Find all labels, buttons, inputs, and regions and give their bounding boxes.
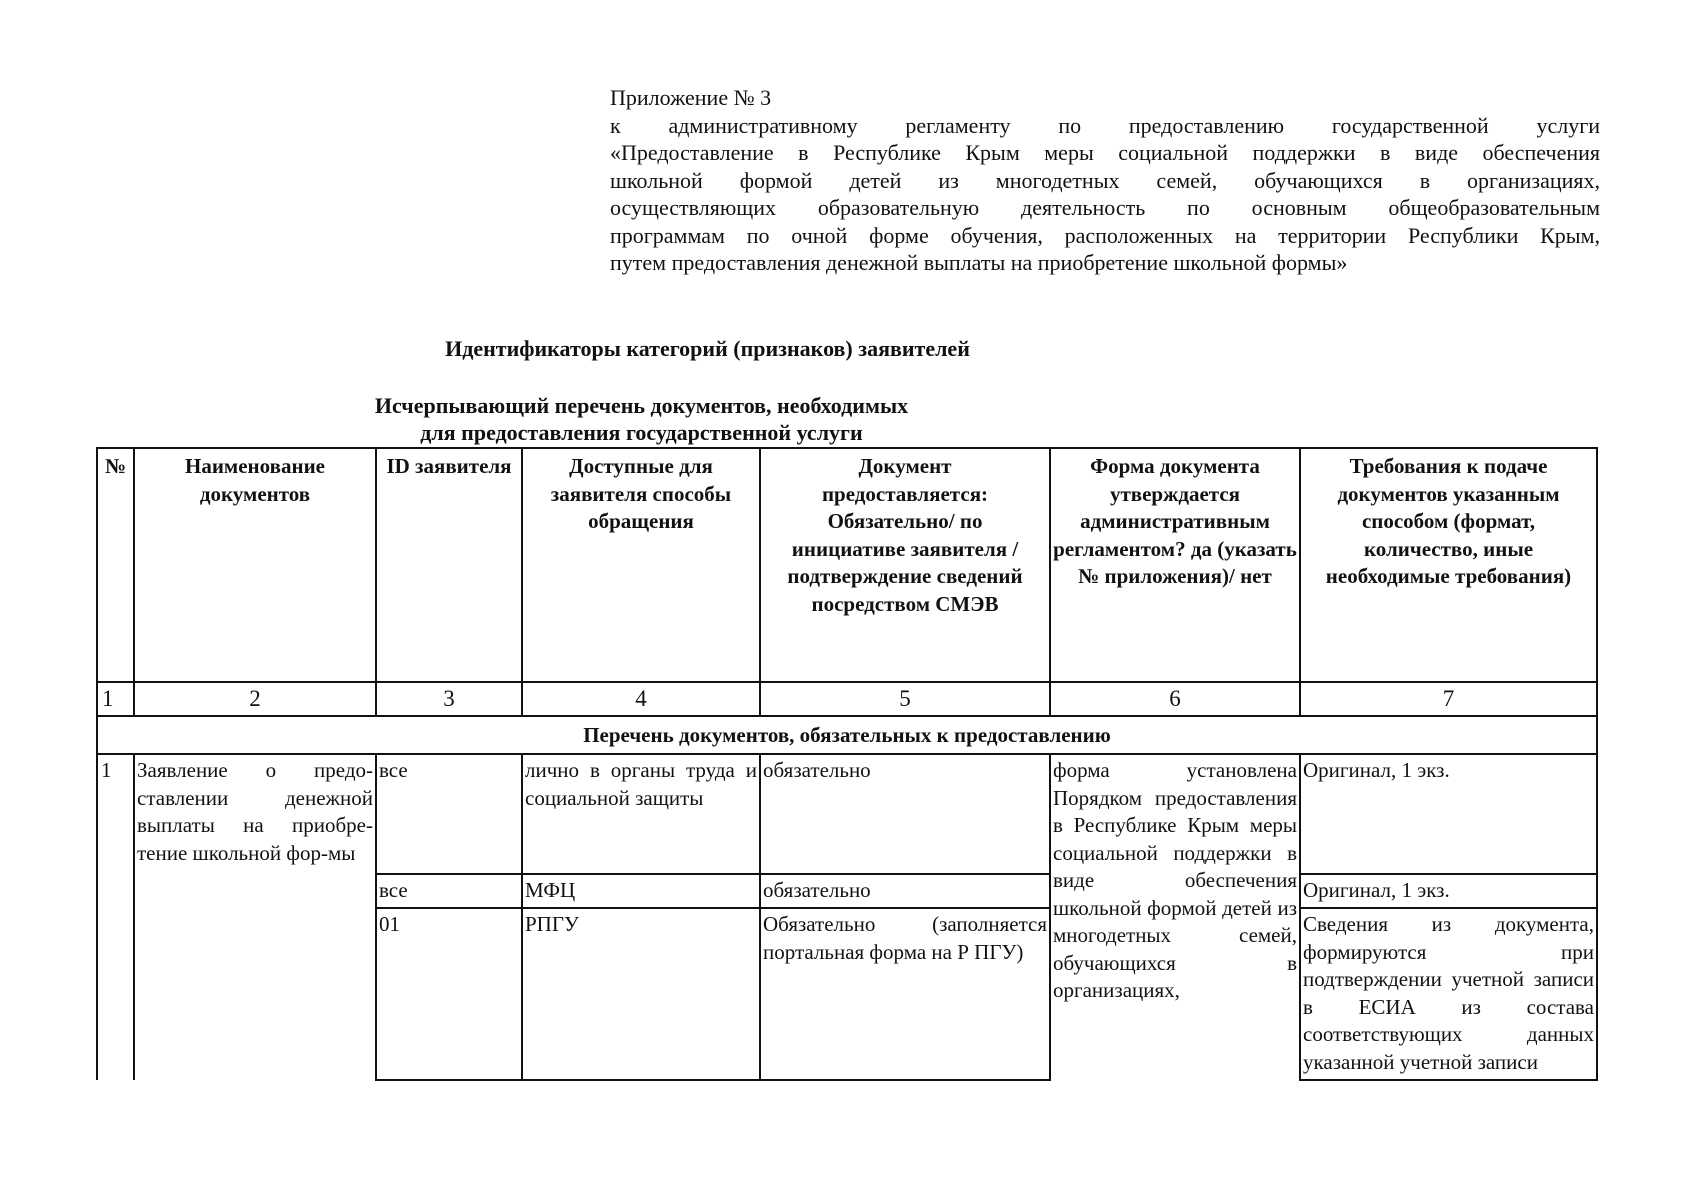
row-applicant-id: все [376,874,522,908]
column-number: 5 [760,682,1050,716]
row-applicant-id: все [376,754,522,874]
header-provided: Документ предоставляется: Обязательно/ по инициативе заявителя /подтверждение сведений посредством СМЭВ [760,448,1050,682]
row-requirements: Сведения из документа, формируются при подтверждении учетной записи в ЕСИА из состава соответствующих данных указанной учетной записи [1300,908,1597,1080]
header-methods: Доступные для заявителя способы обращения [522,448,760,682]
appendix-title: Приложение № 3 [610,85,772,110]
table-header-row [97,448,1597,682]
row-provided: обязательно [760,874,1050,908]
column-number: 3 [376,682,522,716]
header-requirements: Требования к подаче документов указанным способом (формат, количество, иные необходимые требования) [1300,448,1597,682]
row-requirements: Оригинал, 1 экз. [1300,754,1597,874]
list-heading-line1: Исчерпывающий перечень документов, необходимых [374,393,909,418]
row-method: МФЦ [522,874,760,908]
column-number: 1 [97,682,134,716]
table-row [97,754,1597,874]
row-provided: обязательно [760,754,1050,874]
appendix-line: программам по очной форме обучения, расположенных на территории Республики Крым, [610,222,1600,248]
section-row [97,716,1597,754]
row-method: РПГУ [522,908,760,1080]
column-number: 7 [1300,682,1597,716]
header-form: Форма документа утверждается административным регламентом? да (указать № приложения)/ нет [1050,448,1300,682]
column-number-row [97,682,1597,716]
row-provided: Обязательно (заполняется портальная форма на Р ПГУ) [760,908,1050,1080]
appendix-line: к административному регламенту по предоставлению государственной услуги [610,112,1600,138]
row-method: лично в органы труда и социальной защиты [522,754,760,874]
appendix-block [610,84,1600,277]
row-applicant-id: 01 [376,908,522,1080]
appendix-line: осуществляющих образовательную деятельность по основным общеобразовательным [610,195,1600,220]
header-doc-name: Наименование документов [134,448,376,682]
column-number: 6 [1050,682,1300,716]
row-doc-name: Заявление о предо-ставлении денежной выплаты на приобре-тение школьной фор-мы [134,754,376,1080]
row-form: форма установлена Порядком предоставления в Республике Крым меры социальной поддержки в виде обеспечения школьной формой детей из многодетных семей, обучающихся в организациях, [1050,754,1300,1080]
row-number: 1 [97,754,134,1080]
identifiers-heading: Идентификаторы категорий (признаков) заявителей [445,336,970,361]
row-requirements: Оригинал, 1 экз. [1300,874,1597,908]
appendix-line: путем предоставления денежной выплаты на приобретение школьной формы» [610,250,1348,275]
header-applicant-id: ID заявителя [376,448,522,682]
documents-table [96,447,1598,1081]
section-title: Перечень документов, обязательных к предоставлению [97,716,1597,754]
list-heading-line2: для предоставления государственной услуги [420,420,863,445]
appendix-line: школьной формой детей из многодетных семей, обучающихся в организациях, [610,167,1600,193]
header-num: № [97,448,134,682]
appendix-line: «Предоставление в Республике Крым меры социальной поддержки в виде обеспечения [610,140,1600,165]
column-number: 2 [134,682,376,716]
column-number: 4 [522,682,760,716]
